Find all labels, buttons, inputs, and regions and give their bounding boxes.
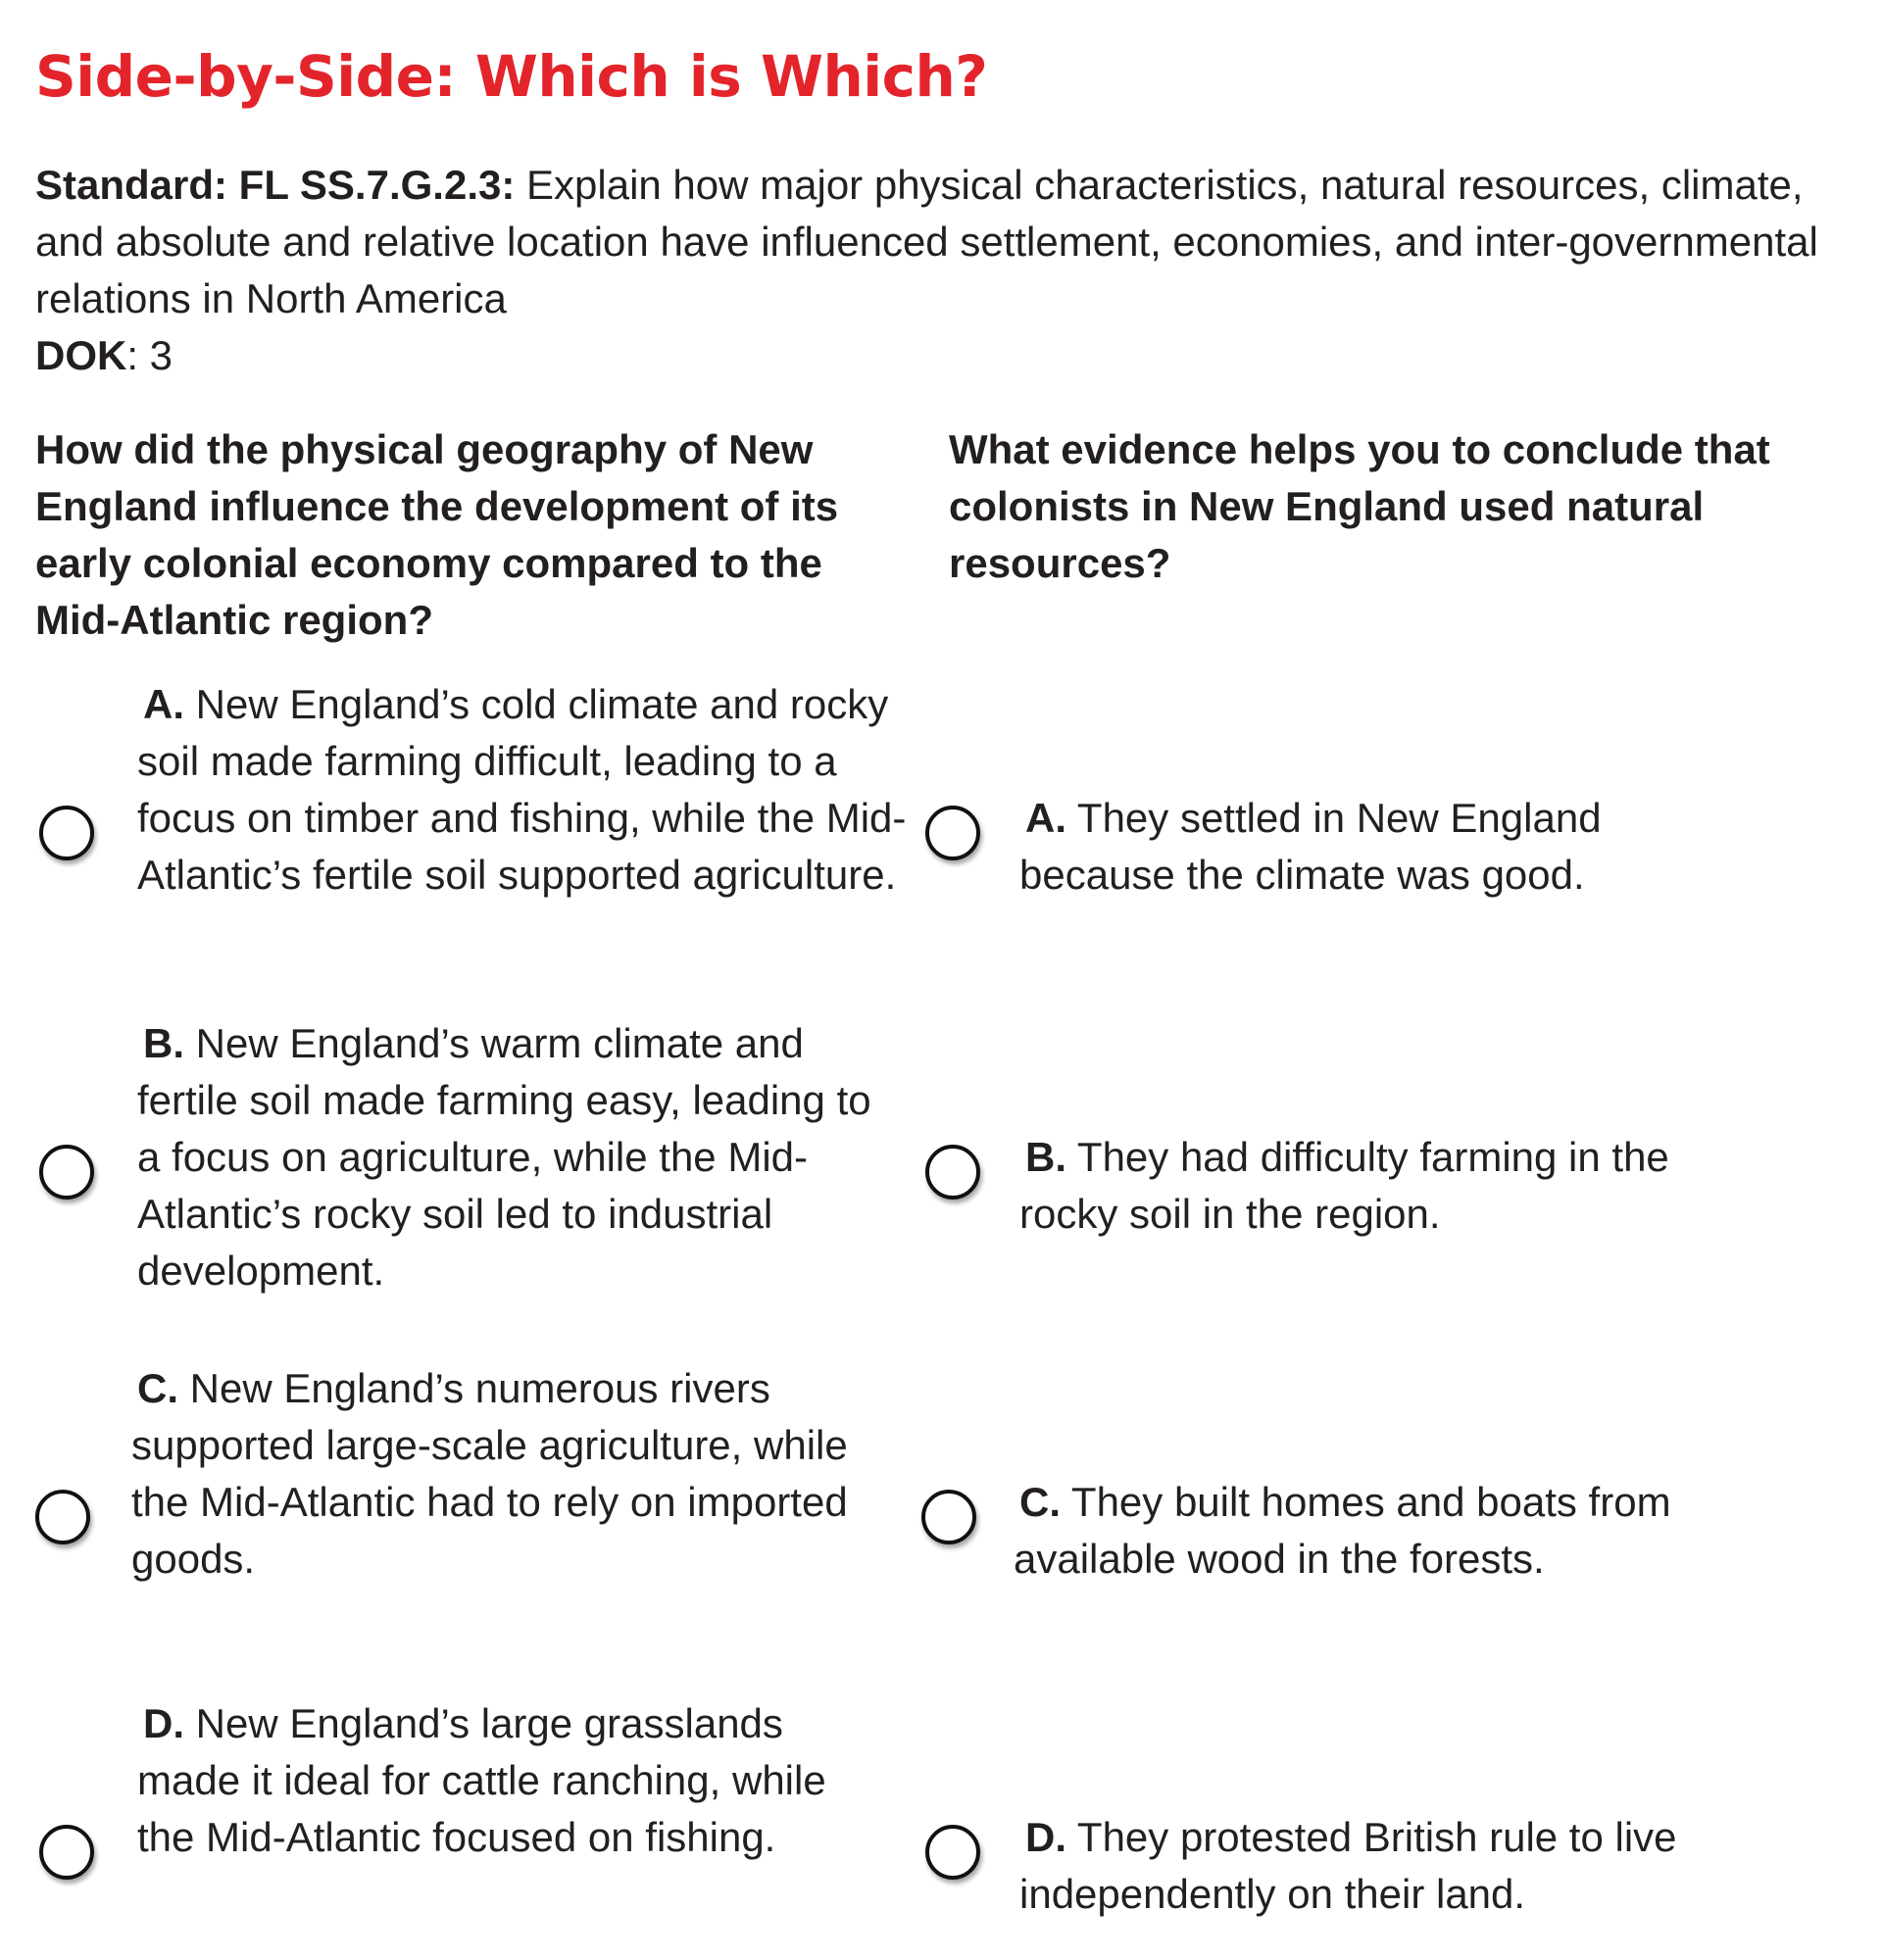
dok-label: DOK (35, 332, 127, 378)
option-right-a[interactable] (1019, 790, 1764, 904)
option-right-a-letter: A. (1025, 795, 1066, 841)
option-left-c-text: New England’s numerous rivers supported large-scale agriculture, while the Mid-Atlantic had to rely on imported goods. (131, 1365, 848, 1582)
question-right-prompt: What evidence helps you to conclude that colonists in New England used natural resources? (949, 426, 1770, 586)
option-left-b-letter: B. (143, 1020, 184, 1066)
option-left-a[interactable] (137, 676, 912, 904)
radio-left-c-icon[interactable] (35, 1490, 90, 1544)
option-left-a-text: New England’s cold climate and rocky soil made farming difficult, leading to a focus on timber and fishing, while the Mid-Atlantic’s fertile soil supported agriculture. (137, 681, 907, 898)
radio-right-c-icon[interactable] (921, 1490, 976, 1544)
radio-right-a-icon[interactable] (925, 806, 980, 860)
page-title: Side-by-Side: Which is Which? (35, 43, 988, 110)
option-left-b-text: New England’s warm climate and fertile soil made farming easy, leading to a focus on agriculture, while the Mid-Atlantic’s rocky soil led to industrial development. (137, 1020, 871, 1294)
radio-left-a-icon[interactable] (39, 806, 94, 860)
option-right-b[interactable] (1019, 1129, 1764, 1243)
option-left-d[interactable] (137, 1695, 882, 1866)
option-right-c[interactable] (1014, 1474, 1778, 1588)
option-right-c-letter: C. (1019, 1479, 1061, 1525)
option-right-b-letter: B. (1025, 1134, 1066, 1180)
option-left-b[interactable] (137, 1015, 882, 1299)
option-right-d[interactable] (1019, 1809, 1784, 1923)
standard-text: Explain how major physical characteristics, natural resources, climate, and absolute and relative location have influenced settlement, economies, and inter-governmental relations in North America (35, 162, 1818, 321)
option-right-d-text: They protested British rule to live independently on their land. (1019, 1814, 1677, 1917)
option-right-a-text: They settled in New England because the climate was good. (1019, 795, 1602, 898)
radio-right-b-icon[interactable] (925, 1145, 980, 1200)
radio-left-b-icon[interactable] (39, 1145, 94, 1200)
option-left-a-letter: A. (143, 681, 184, 727)
option-left-d-text: New England’s large grasslands made it ideal for cattle ranching, while the Mid-Atlantic focused on fishing. (137, 1700, 826, 1860)
option-right-c-text: They built homes and boats from available wood in the forests. (1014, 1479, 1671, 1582)
standard-statement (35, 157, 1839, 327)
question-left-prompt: How did the physical geography of New England influence the development of its early colonial economy compared to the Mid-Atlantic region? (35, 426, 839, 643)
option-right-b-text: They had difficulty farming in the rocky soil in the region. (1019, 1134, 1669, 1237)
option-right-d-letter: D. (1025, 1814, 1066, 1860)
dok-value: : 3 (126, 332, 173, 378)
radio-right-d-icon[interactable] (925, 1825, 980, 1880)
standard-label: Standard: FL SS.7.G.2.3: (35, 162, 516, 208)
option-left-c[interactable] (131, 1360, 876, 1588)
option-left-d-letter: D. (143, 1700, 184, 1746)
dok-line (35, 327, 173, 384)
option-left-c-letter: C. (137, 1365, 178, 1411)
radio-left-d-icon[interactable] (39, 1825, 94, 1880)
